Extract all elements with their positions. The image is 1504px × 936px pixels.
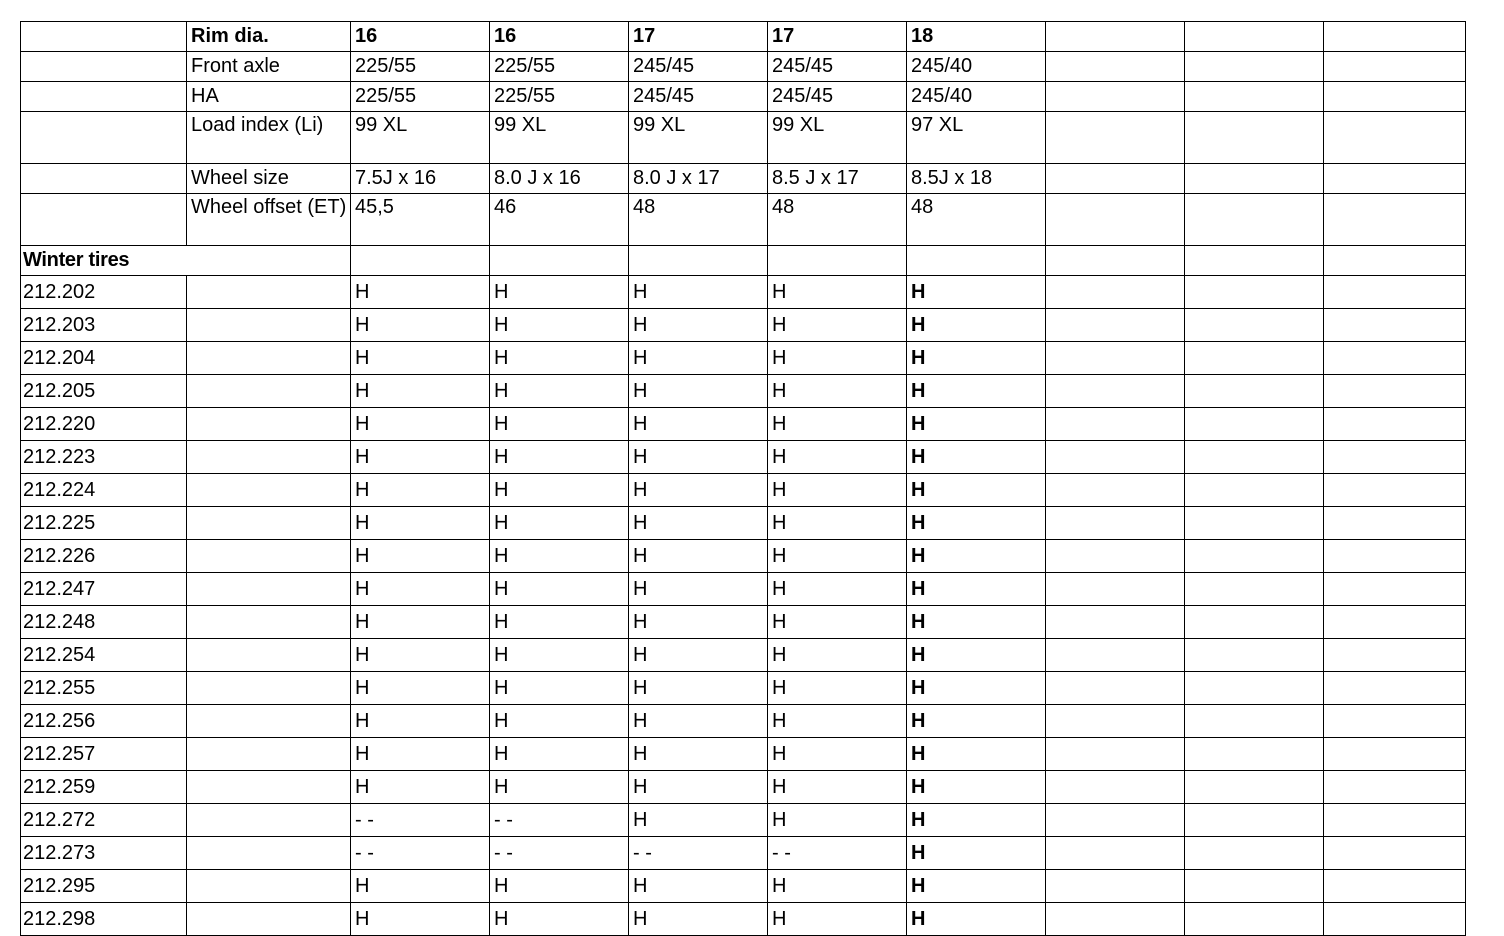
approval-cell: H xyxy=(768,309,907,342)
table-row xyxy=(21,540,1466,573)
empty-cell xyxy=(1046,870,1185,903)
empty-cell xyxy=(1185,639,1324,672)
approval-cell: - - xyxy=(629,837,768,870)
empty-cell xyxy=(187,276,351,309)
empty-cell xyxy=(1185,164,1324,194)
approval-cell: H xyxy=(490,309,629,342)
table-row xyxy=(21,672,1466,705)
empty-cell xyxy=(1324,309,1466,342)
model-code: 212.226 xyxy=(21,540,187,573)
ha-row xyxy=(21,82,1466,112)
approval-cell: H xyxy=(629,276,768,309)
approval-cell: H xyxy=(768,276,907,309)
approval-cell: H xyxy=(768,507,907,540)
rim-dia-cell: 17 xyxy=(768,22,907,52)
load-index-cell: 99 XL xyxy=(629,112,768,164)
empty-cell xyxy=(351,246,490,276)
empty-cell xyxy=(187,672,351,705)
empty-cell xyxy=(907,246,1046,276)
wheel-size-cell: 8.5 J x 17 xyxy=(768,164,907,194)
wheel-offset-cell: 48 xyxy=(768,194,907,246)
empty-cell xyxy=(1046,771,1185,804)
empty-cell xyxy=(1324,474,1466,507)
empty-cell xyxy=(1185,276,1324,309)
approval-cell: H xyxy=(629,705,768,738)
approval-cell: H xyxy=(768,441,907,474)
empty-cell xyxy=(1324,540,1466,573)
approval-cell: H xyxy=(907,342,1046,375)
load-index-cell: 99 XL xyxy=(768,112,907,164)
winter-tires-section-row xyxy=(21,246,1466,276)
approval-cell: H xyxy=(351,540,490,573)
wheel-offset-cell: 48 xyxy=(907,194,1046,246)
empty-cell xyxy=(1046,22,1185,52)
approval-cell: H xyxy=(629,375,768,408)
approval-cell: H xyxy=(351,870,490,903)
approval-cell: H xyxy=(907,375,1046,408)
empty-cell xyxy=(1185,606,1324,639)
empty-cell xyxy=(1324,276,1466,309)
front-axle-cell: 245/45 xyxy=(768,52,907,82)
table-row xyxy=(21,738,1466,771)
empty-cell xyxy=(1046,639,1185,672)
table-row xyxy=(21,771,1466,804)
approval-cell: H xyxy=(629,441,768,474)
empty-cell xyxy=(1324,639,1466,672)
empty-cell xyxy=(1324,606,1466,639)
approval-cell: H xyxy=(629,870,768,903)
approval-cell: H xyxy=(490,606,629,639)
approval-cell: H xyxy=(351,375,490,408)
empty-cell xyxy=(1046,276,1185,309)
approval-cell: H xyxy=(629,540,768,573)
approval-cell: H xyxy=(351,639,490,672)
empty-cell xyxy=(187,870,351,903)
empty-cell xyxy=(1046,507,1185,540)
empty-cell xyxy=(1185,441,1324,474)
approval-cell: H xyxy=(907,639,1046,672)
empty-cell xyxy=(1046,82,1185,112)
empty-cell xyxy=(1185,474,1324,507)
approval-cell: H xyxy=(768,408,907,441)
model-code: 212.248 xyxy=(21,606,187,639)
empty-cell xyxy=(1324,82,1466,112)
table-row xyxy=(21,606,1466,639)
model-code: 212.272 xyxy=(21,804,187,837)
approval-cell: H xyxy=(490,672,629,705)
approval-cell: H xyxy=(768,606,907,639)
approval-cell: H xyxy=(907,540,1046,573)
empty-cell xyxy=(1324,705,1466,738)
empty-cell xyxy=(1185,837,1324,870)
approval-cell: - - xyxy=(768,837,907,870)
empty-cell xyxy=(187,837,351,870)
empty-cell xyxy=(187,771,351,804)
model-code: 212.295 xyxy=(21,870,187,903)
approval-cell: H xyxy=(907,606,1046,639)
empty-cell xyxy=(1185,804,1324,837)
approval-cell: H xyxy=(490,375,629,408)
approval-cell: H xyxy=(490,705,629,738)
empty-cell xyxy=(1046,573,1185,606)
approval-cell: H xyxy=(351,903,490,936)
empty-cell xyxy=(1046,375,1185,408)
empty-cell xyxy=(21,194,187,246)
table-row xyxy=(21,573,1466,606)
empty-cell xyxy=(1046,804,1185,837)
empty-cell xyxy=(1185,246,1324,276)
approval-cell: H xyxy=(768,573,907,606)
empty-cell xyxy=(1324,194,1466,246)
table-row xyxy=(21,408,1466,441)
empty-cell xyxy=(1046,837,1185,870)
model-code: 212.247 xyxy=(21,573,187,606)
empty-cell xyxy=(1046,540,1185,573)
approval-cell: H xyxy=(490,507,629,540)
approval-cell: H xyxy=(490,903,629,936)
empty-cell xyxy=(1046,408,1185,441)
table-row xyxy=(21,804,1466,837)
model-code: 212.257 xyxy=(21,738,187,771)
empty-cell xyxy=(187,507,351,540)
wheel-offset-cell: 48 xyxy=(629,194,768,246)
approval-cell: H xyxy=(768,342,907,375)
empty-cell xyxy=(768,246,907,276)
approval-cell: H xyxy=(351,771,490,804)
approval-cell: - - xyxy=(490,837,629,870)
empty-cell xyxy=(187,342,351,375)
approval-cell: H xyxy=(351,507,490,540)
empty-cell xyxy=(187,540,351,573)
empty-cell xyxy=(1185,870,1324,903)
empty-cell xyxy=(187,474,351,507)
model-code: 212.255 xyxy=(21,672,187,705)
empty-cell xyxy=(1324,738,1466,771)
empty-cell xyxy=(1324,870,1466,903)
approval-cell: H xyxy=(907,408,1046,441)
empty-cell xyxy=(1046,112,1185,164)
empty-cell xyxy=(1185,507,1324,540)
approval-cell: H xyxy=(629,639,768,672)
empty-cell xyxy=(1046,164,1185,194)
approval-cell: H xyxy=(629,507,768,540)
approval-cell: H xyxy=(490,342,629,375)
approval-cell: H xyxy=(768,804,907,837)
approval-cell: H xyxy=(768,903,907,936)
empty-cell xyxy=(21,52,187,82)
empty-cell xyxy=(1185,342,1324,375)
empty-cell xyxy=(1185,738,1324,771)
approval-cell: H xyxy=(768,474,907,507)
approval-cell: H xyxy=(768,771,907,804)
wheel-size-label: Wheel size xyxy=(187,164,351,194)
empty-cell xyxy=(1046,194,1185,246)
approval-cell: H xyxy=(490,771,629,804)
empty-cell xyxy=(187,738,351,771)
approval-cell: H xyxy=(629,738,768,771)
model-code: 212.256 xyxy=(21,705,187,738)
empty-cell xyxy=(1324,342,1466,375)
table-row xyxy=(21,903,1466,936)
approval-cell: H xyxy=(768,705,907,738)
empty-cell xyxy=(1185,540,1324,573)
rim-dia-cell: 16 xyxy=(351,22,490,52)
empty-cell xyxy=(1046,52,1185,82)
wheel-size-cell: 8.5J x 18 xyxy=(907,164,1046,194)
load-index-cell: 99 XL xyxy=(351,112,490,164)
approval-cell: H xyxy=(768,870,907,903)
rim-dia-label: Rim dia. xyxy=(187,22,351,52)
empty-cell xyxy=(1046,474,1185,507)
approval-cell: H xyxy=(907,507,1046,540)
approval-cell: H xyxy=(907,738,1046,771)
empty-cell xyxy=(1324,375,1466,408)
load-index-row xyxy=(21,112,1466,164)
approval-cell: H xyxy=(768,738,907,771)
empty-cell xyxy=(187,441,351,474)
approval-cell: - - xyxy=(351,837,490,870)
empty-cell xyxy=(1185,194,1324,246)
model-code: 212.223 xyxy=(21,441,187,474)
empty-cell xyxy=(187,903,351,936)
approval-cell: H xyxy=(351,309,490,342)
wheel-size-row xyxy=(21,164,1466,194)
empty-cell xyxy=(1185,903,1324,936)
approval-cell: H xyxy=(768,639,907,672)
empty-cell xyxy=(1046,672,1185,705)
approval-cell: H xyxy=(907,804,1046,837)
approval-cell: H xyxy=(768,375,907,408)
ha-cell: 245/45 xyxy=(629,82,768,112)
empty-cell xyxy=(187,309,351,342)
approval-cell: H xyxy=(907,573,1046,606)
approval-cell: H xyxy=(629,672,768,705)
ha-cell: 225/55 xyxy=(351,82,490,112)
approval-cell: H xyxy=(351,573,490,606)
approval-cell: H xyxy=(768,540,907,573)
empty-cell xyxy=(1185,573,1324,606)
ha-cell: 225/55 xyxy=(490,82,629,112)
empty-cell xyxy=(1185,112,1324,164)
empty-cell xyxy=(21,112,187,164)
empty-cell xyxy=(1046,342,1185,375)
model-code: 212.202 xyxy=(21,276,187,309)
empty-cell xyxy=(187,804,351,837)
front-axle-row xyxy=(21,52,1466,82)
approval-cell: H xyxy=(629,309,768,342)
empty-cell xyxy=(187,606,351,639)
load-index-cell: 97 XL xyxy=(907,112,1046,164)
empty-cell xyxy=(1324,672,1466,705)
wheel-size-cell: 8.0 J x 17 xyxy=(629,164,768,194)
load-index-label: Load index (Li) xyxy=(187,112,351,164)
empty-cell xyxy=(1324,441,1466,474)
ha-cell: 245/45 xyxy=(768,82,907,112)
empty-cell xyxy=(1185,22,1324,52)
approval-cell: H xyxy=(490,573,629,606)
approval-cell: H xyxy=(351,606,490,639)
tire-approval-table xyxy=(20,21,1466,936)
table-row xyxy=(21,375,1466,408)
ha-cell: 245/40 xyxy=(907,82,1046,112)
model-code: 212.203 xyxy=(21,309,187,342)
table-row xyxy=(21,507,1466,540)
approval-cell: H xyxy=(629,408,768,441)
empty-cell xyxy=(1185,82,1324,112)
model-code: 212.273 xyxy=(21,837,187,870)
empty-cell xyxy=(1185,705,1324,738)
wheel-offset-cell: 45,5 xyxy=(351,194,490,246)
model-code: 212.254 xyxy=(21,639,187,672)
approval-cell: H xyxy=(351,705,490,738)
rim-dia-row xyxy=(21,22,1466,52)
empty-cell xyxy=(1324,771,1466,804)
table-row xyxy=(21,276,1466,309)
empty-cell xyxy=(1324,804,1466,837)
empty-cell xyxy=(1185,408,1324,441)
approval-cell: H xyxy=(768,672,907,705)
approval-cell: H xyxy=(351,672,490,705)
rim-dia-cell: 17 xyxy=(629,22,768,52)
empty-cell xyxy=(1324,52,1466,82)
empty-cell xyxy=(1046,903,1185,936)
rim-dia-cell: 18 xyxy=(907,22,1046,52)
approval-cell: - - xyxy=(490,804,629,837)
approval-cell: H xyxy=(907,441,1046,474)
empty-cell xyxy=(1046,441,1185,474)
wheel-offset-row xyxy=(21,194,1466,246)
empty-cell xyxy=(187,705,351,738)
empty-cell xyxy=(1185,375,1324,408)
empty-cell xyxy=(1046,246,1185,276)
empty-cell xyxy=(1046,606,1185,639)
model-rows xyxy=(21,276,1466,936)
approval-cell: H xyxy=(351,738,490,771)
table-row xyxy=(21,837,1466,870)
table-row xyxy=(21,474,1466,507)
table-row xyxy=(21,705,1466,738)
front-axle-cell: 225/55 xyxy=(351,52,490,82)
approval-cell: H xyxy=(490,870,629,903)
approval-cell: H xyxy=(490,639,629,672)
ha-label: HA xyxy=(187,82,351,112)
approval-cell: H xyxy=(907,672,1046,705)
approval-cell: H xyxy=(629,573,768,606)
empty-cell xyxy=(1324,903,1466,936)
approval-cell: H xyxy=(907,903,1046,936)
rim-dia-cell: 16 xyxy=(490,22,629,52)
empty-cell xyxy=(187,375,351,408)
model-code: 212.205 xyxy=(21,375,187,408)
table-row xyxy=(21,342,1466,375)
front-axle-label: Front axle xyxy=(187,52,351,82)
empty-cell xyxy=(1046,705,1185,738)
approval-cell: H xyxy=(351,474,490,507)
empty-cell xyxy=(1324,246,1466,276)
empty-cell xyxy=(629,246,768,276)
model-code: 212.224 xyxy=(21,474,187,507)
table-row xyxy=(21,870,1466,903)
empty-cell xyxy=(1324,164,1466,194)
empty-cell xyxy=(490,246,629,276)
empty-cell xyxy=(21,82,187,112)
approval-cell: - - xyxy=(351,804,490,837)
approval-cell: H xyxy=(907,309,1046,342)
table-row xyxy=(21,639,1466,672)
approval-cell: H xyxy=(351,276,490,309)
empty-cell xyxy=(21,22,187,52)
wheel-size-cell: 7.5J x 16 xyxy=(351,164,490,194)
approval-cell: H xyxy=(490,540,629,573)
empty-cell xyxy=(1185,309,1324,342)
table-row xyxy=(21,309,1466,342)
empty-cell xyxy=(1324,112,1466,164)
front-axle-cell: 225/55 xyxy=(490,52,629,82)
model-code: 212.204 xyxy=(21,342,187,375)
front-axle-cell: 245/40 xyxy=(907,52,1046,82)
empty-cell xyxy=(187,573,351,606)
approval-cell: H xyxy=(351,441,490,474)
empty-cell xyxy=(187,408,351,441)
approval-cell: H xyxy=(629,474,768,507)
approval-cell: H xyxy=(490,441,629,474)
empty-cell xyxy=(1324,837,1466,870)
front-axle-cell: 245/45 xyxy=(629,52,768,82)
empty-cell xyxy=(21,164,187,194)
wheel-offset-cell: 46 xyxy=(490,194,629,246)
approval-cell: H xyxy=(490,408,629,441)
approval-cell: H xyxy=(907,771,1046,804)
empty-cell xyxy=(1324,408,1466,441)
approval-cell: H xyxy=(490,276,629,309)
empty-cell xyxy=(1324,573,1466,606)
empty-cell xyxy=(1185,771,1324,804)
model-code: 212.225 xyxy=(21,507,187,540)
approval-cell: H xyxy=(629,606,768,639)
approval-cell: H xyxy=(351,342,490,375)
table-row xyxy=(21,441,1466,474)
approval-cell: H xyxy=(490,474,629,507)
empty-cell xyxy=(1046,309,1185,342)
wheel-offset-label: Wheel offset (ET) xyxy=(187,194,351,246)
approval-cell: H xyxy=(907,474,1046,507)
approval-cell: H xyxy=(907,837,1046,870)
empty-cell xyxy=(1046,738,1185,771)
empty-cell xyxy=(1185,52,1324,82)
approval-cell: H xyxy=(907,705,1046,738)
empty-cell xyxy=(1324,22,1466,52)
approval-cell: H xyxy=(629,903,768,936)
model-code: 212.298 xyxy=(21,903,187,936)
section-title: Winter tires xyxy=(21,246,351,276)
empty-cell xyxy=(1185,672,1324,705)
approval-cell: H xyxy=(629,804,768,837)
approval-cell: H xyxy=(351,408,490,441)
approval-cell: H xyxy=(907,870,1046,903)
model-code: 212.259 xyxy=(21,771,187,804)
model-code: 212.220 xyxy=(21,408,187,441)
approval-cell: H xyxy=(490,738,629,771)
approval-cell: H xyxy=(629,771,768,804)
empty-cell xyxy=(1324,507,1466,540)
empty-cell xyxy=(187,639,351,672)
approval-cell: H xyxy=(629,342,768,375)
load-index-cell: 99 XL xyxy=(490,112,629,164)
wheel-size-cell: 8.0 J x 16 xyxy=(490,164,629,194)
approval-cell: H xyxy=(907,276,1046,309)
